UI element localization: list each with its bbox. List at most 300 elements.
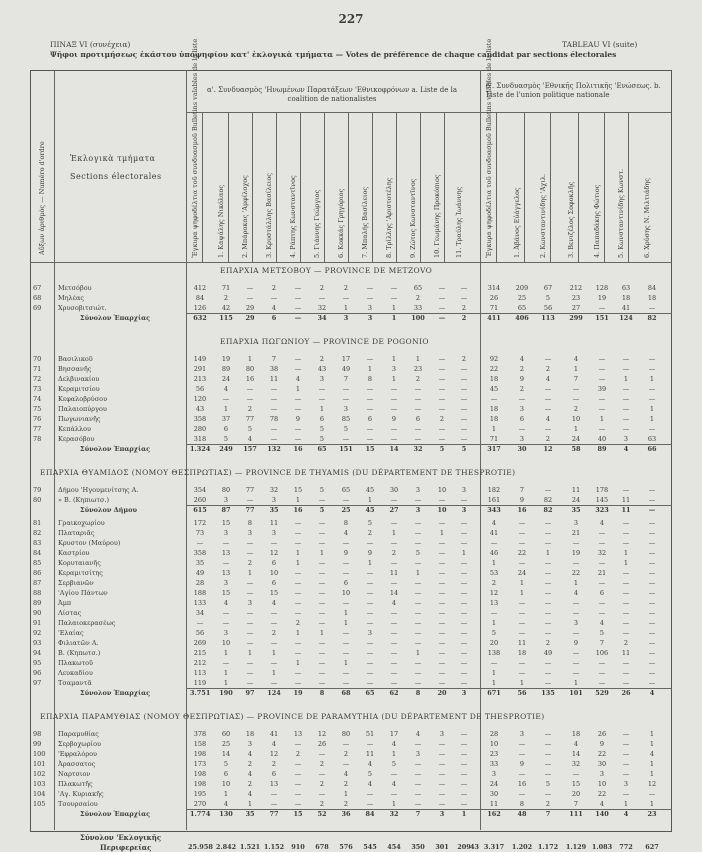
- row-number: 82: [33, 529, 42, 537]
- group-rule: [186, 112, 672, 113]
- cell-b: —: [598, 425, 606, 433]
- cell-b: 1: [573, 425, 579, 433]
- cell-a: 188: [193, 589, 207, 597]
- cell-b: 314: [487, 284, 501, 292]
- cell-a: —: [294, 519, 302, 527]
- cell-a: —: [460, 365, 468, 373]
- cell-a: 2: [343, 750, 349, 758]
- cell-a: —: [342, 385, 350, 393]
- cell-b: —: [598, 559, 606, 567]
- cell-a: 7: [271, 355, 277, 363]
- section-name: Μηλέας: [58, 294, 85, 302]
- row-number: 79: [33, 486, 42, 494]
- header-col-rule: [276, 112, 277, 262]
- cell-b: —: [622, 790, 630, 798]
- cell-b: 1: [649, 740, 655, 748]
- row-number: 90: [33, 609, 42, 617]
- cell-b: 2: [519, 365, 525, 373]
- cell-a: 19: [293, 689, 303, 697]
- row-number: 96: [33, 669, 42, 677]
- section-name: Μετσόβου: [58, 284, 92, 292]
- header-col-rule: [604, 112, 605, 262]
- cell-b: —: [544, 659, 552, 667]
- cell-b: —: [648, 569, 656, 577]
- cell-a: —: [460, 519, 468, 527]
- cell-a: 2: [271, 284, 277, 292]
- cell-a: —: [460, 425, 468, 433]
- cell-a: 6: [271, 559, 277, 567]
- row-number: 105: [33, 800, 46, 808]
- cell-a: 3: [223, 629, 229, 637]
- cell-a: 113: [193, 669, 207, 677]
- cell-a: —: [270, 539, 278, 547]
- cell-a: —: [460, 569, 468, 577]
- cell-a: —: [438, 790, 446, 798]
- cell-a: —: [246, 619, 254, 627]
- cell-b: —: [598, 365, 606, 373]
- grand-total-a: 209: [457, 843, 471, 851]
- cell-a: —: [460, 284, 468, 292]
- cell-b: 48: [517, 810, 527, 818]
- cell-a: —: [460, 649, 468, 657]
- column-header: 7. Μπαλής Βασίλειος: [361, 186, 369, 258]
- cell-a: 5: [439, 445, 445, 453]
- cell-a: 11: [365, 750, 375, 758]
- cell-a: —: [366, 579, 374, 587]
- cell-a: —: [438, 314, 446, 322]
- cell-a: —: [460, 559, 468, 567]
- cell-b: 26: [621, 689, 631, 697]
- cell-a: —: [294, 294, 302, 302]
- cell-a: 4: [391, 599, 397, 607]
- cell-b: 18: [517, 649, 527, 657]
- cell-b: 151: [595, 314, 609, 322]
- cell-a: 2: [415, 294, 421, 302]
- cell-a: 5: [319, 425, 325, 433]
- header-col-rule: [420, 112, 421, 262]
- cell-b: 30: [597, 760, 607, 768]
- cell-b: —: [572, 609, 580, 617]
- cell-b: —: [572, 629, 580, 637]
- cell-a: 354: [193, 486, 207, 494]
- cell-a: —: [390, 790, 398, 798]
- cell-a: —: [460, 395, 468, 403]
- cell-a: —: [342, 639, 350, 647]
- cell-b: —: [572, 395, 580, 403]
- cell-a: —: [294, 569, 302, 577]
- row-number: 70: [33, 355, 42, 363]
- cell-a: —: [294, 790, 302, 798]
- number-column-label: Αὔξων ἀριθμὸς — Numéro d'ordre: [38, 141, 46, 255]
- cell-b: —: [622, 619, 630, 627]
- cell-b: 1: [623, 800, 629, 808]
- cell-a: —: [438, 750, 446, 758]
- cell-b: 1: [491, 559, 497, 567]
- cell-a: 3: [271, 496, 277, 504]
- cell-a: —: [438, 569, 446, 577]
- cell-b: 16: [517, 780, 527, 788]
- cell-b: 22: [597, 790, 607, 798]
- cell-b: —: [544, 385, 552, 393]
- cell-a: —: [414, 800, 422, 808]
- cell-a: 4: [343, 770, 349, 778]
- cell-b: 35: [571, 506, 581, 514]
- cell-a: —: [366, 385, 374, 393]
- province-title: ΕΠΑΡΧΙΑ ΘΥΑΜΙΔΟΣ (ΝΟΜΟΥ ΘΕΣΠΡΩΤΙΑΣ) — PROVINCE DE THYAMIS (DU DÉPARTEMENT DE THESPROTIE): [40, 468, 516, 477]
- cell-a: —: [390, 619, 398, 627]
- cell-b: —: [648, 629, 656, 637]
- cell-a: 3: [223, 496, 229, 504]
- section-name: 'Αγίου Πάντων: [58, 589, 108, 597]
- cell-b: 1: [573, 365, 579, 373]
- cell-a: 9: [343, 549, 349, 557]
- column-header: 5. Κωνσταντινίδης Κωνστ.: [617, 168, 625, 258]
- cell-b: —: [572, 599, 580, 607]
- cell-b: 22: [489, 365, 499, 373]
- cell-a: —: [246, 496, 254, 504]
- cell-a: —: [438, 669, 446, 677]
- cell-a: 1: [343, 659, 349, 667]
- cell-a: —: [414, 790, 422, 798]
- cell-a: —: [438, 355, 446, 363]
- cell-a: 4: [367, 760, 373, 768]
- cell-a: 8: [319, 689, 325, 697]
- cell-b: 11: [571, 486, 581, 494]
- row-number: 103: [33, 780, 46, 788]
- cell-b: —: [622, 385, 630, 393]
- cell-b: —: [544, 619, 552, 627]
- section-name: Τσουρσαίου: [58, 800, 98, 808]
- cell-a: —: [294, 355, 302, 363]
- cell-a: —: [318, 569, 326, 577]
- cell-a: —: [460, 639, 468, 647]
- cell-a: 2: [247, 760, 253, 768]
- cell-a: 151: [339, 445, 353, 453]
- cell-a: —: [460, 740, 468, 748]
- cell-b: 138: [487, 649, 501, 657]
- cell-a: 1: [319, 549, 325, 557]
- cell-b: —: [648, 395, 656, 403]
- cell-a: —: [270, 659, 278, 667]
- cell-a: —: [460, 800, 468, 808]
- cell-a: —: [318, 589, 326, 597]
- grand-total-a: 301: [435, 843, 449, 851]
- cell-b: —: [622, 609, 630, 617]
- section-name: Γραικοχωρίου: [58, 519, 105, 527]
- cell-b: —: [544, 599, 552, 607]
- row-number: 89: [33, 599, 42, 607]
- cell-a: —: [438, 760, 446, 768]
- section-name: » Β. (Κηπιωτσ.): [58, 496, 109, 504]
- cell-a: —: [318, 559, 326, 567]
- cell-a: 4: [247, 750, 253, 758]
- cell-a: —: [318, 294, 326, 302]
- cell-a: 1: [391, 314, 397, 322]
- cell-b: —: [648, 539, 656, 547]
- cell-a: 38: [269, 365, 279, 373]
- header-col-rule: [550, 112, 551, 262]
- cell-a: 84: [195, 294, 205, 302]
- cell-b: 1: [519, 679, 525, 687]
- cell-a: —: [318, 519, 326, 527]
- cell-b: 1: [573, 579, 579, 587]
- cell-b: —: [490, 659, 498, 667]
- cell-a: 1: [271, 649, 277, 657]
- cell-a: 3: [247, 740, 253, 748]
- cell-a: —: [318, 669, 326, 677]
- cell-b: —: [598, 579, 606, 587]
- cell-b: 18: [489, 375, 499, 383]
- section-name: Καστρίου: [58, 549, 90, 557]
- cell-b: —: [648, 304, 656, 312]
- cell-a: 6: [271, 314, 277, 322]
- cell-b: —: [490, 395, 498, 403]
- cell-b: 671: [487, 689, 501, 697]
- cell-a: 13: [221, 549, 231, 557]
- cell-b: —: [598, 304, 606, 312]
- cell-a: —: [366, 649, 374, 657]
- cell-a: 158: [193, 740, 207, 748]
- cell-a: 11: [269, 519, 279, 527]
- cell-a: 9: [295, 415, 301, 423]
- cell-b: —: [572, 559, 580, 567]
- cell-b: 212: [569, 284, 583, 292]
- cell-a: 1: [247, 649, 253, 657]
- cell-a: —: [270, 679, 278, 687]
- cell-a: 32: [317, 304, 327, 312]
- cell-a: —: [246, 679, 254, 687]
- cell-a: —: [318, 385, 326, 393]
- cell-b: 113: [541, 314, 555, 322]
- cell-b: —: [518, 770, 526, 778]
- cell-a: 3: [343, 405, 349, 413]
- cell-a: —: [366, 539, 374, 547]
- cell-a: 3: [367, 314, 373, 322]
- cell-b: 7: [545, 810, 551, 818]
- column-header: Ἔγκυρα ψηφοδέλτια τοῦ συνδυασμοῦ Bulletins valables de la liste: [485, 38, 493, 258]
- cell-a: 15: [269, 589, 279, 597]
- column-header: 6. Κοκκάς Γρηγόριος: [337, 188, 345, 258]
- cell-b: 4: [519, 355, 525, 363]
- section-name: Χρυσοβιτσιώτ.: [58, 304, 107, 312]
- cell-a: 1: [271, 669, 277, 677]
- province-title: ΕΠΑΡΧΙΑ ΠΑΡΑΜΥΘΙΑΣ (ΝΟΜΟΥ ΘΕΣΠΡΩΤΙΑΣ) — PROVINCE DE PARAMYTHIA (DU DÉPARTEMENT DE THESPROTIE): [40, 712, 545, 721]
- cell-a: 1: [247, 355, 253, 363]
- cell-a: —: [390, 496, 398, 504]
- cell-a: 13: [221, 569, 231, 577]
- cell-a: —: [390, 639, 398, 647]
- cell-a: —: [438, 679, 446, 687]
- cell-a: —: [294, 314, 302, 322]
- cell-a: —: [390, 559, 398, 567]
- cell-b: 20: [571, 790, 581, 798]
- cell-a: —: [414, 395, 422, 403]
- section-name: Πλαταριᾶς: [58, 529, 95, 537]
- cell-b: 4: [649, 750, 655, 758]
- cell-b: 22: [571, 569, 581, 577]
- section-name: Κεπάλλου: [58, 425, 91, 433]
- cell-b: 6: [599, 589, 605, 597]
- cell-a: 358: [193, 415, 207, 423]
- cell-a: 8: [415, 689, 421, 697]
- cell-b: —: [648, 599, 656, 607]
- cell-a: —: [294, 760, 302, 768]
- cell-a: —: [270, 800, 278, 808]
- cell-b: 32: [597, 549, 607, 557]
- cell-b: —: [544, 629, 552, 637]
- cell-b: 16: [517, 506, 527, 514]
- cell-b: —: [598, 679, 606, 687]
- cell-b: 3: [573, 519, 579, 527]
- column-header: Ἔγκυρα ψηφοδέλτια τοῦ συνδυασμοῦ Bulletins valables de la liste: [191, 38, 199, 258]
- cell-b: —: [622, 415, 630, 423]
- cell-a: —: [294, 529, 302, 537]
- cell-a: 4: [415, 730, 421, 738]
- cell-b: 23: [647, 810, 657, 818]
- cell-b: —: [622, 730, 630, 738]
- cell-a: —: [460, 780, 468, 788]
- cell-a: —: [366, 609, 374, 617]
- cell-a: —: [270, 294, 278, 302]
- cell-a: —: [390, 435, 398, 443]
- cell-b: —: [648, 649, 656, 657]
- row-number: 76: [33, 415, 42, 423]
- cell-a: —: [246, 639, 254, 647]
- cell-a: 5: [391, 760, 397, 768]
- cell-a: 1: [295, 659, 301, 667]
- cell-b: 4: [573, 740, 579, 748]
- cell-a: 1.324: [190, 445, 211, 453]
- header-col-rule: [444, 112, 445, 262]
- grand-total-b: 3.317: [483, 843, 505, 851]
- cell-a: 9: [391, 415, 397, 423]
- cell-a: 6: [223, 425, 229, 433]
- section-name: Παλαιοπύργου: [58, 405, 107, 413]
- cell-a: 2: [271, 629, 277, 637]
- row-number: 95: [33, 659, 42, 667]
- cell-a: 1: [295, 549, 301, 557]
- cell-b: —: [622, 529, 630, 537]
- cell-a: —: [390, 284, 398, 292]
- cell-a: 13: [293, 730, 303, 738]
- grand-total-extra: 43: [470, 843, 480, 851]
- cell-a: 2: [223, 294, 229, 302]
- cell-a: —: [438, 496, 446, 504]
- cell-b: 30: [517, 445, 527, 453]
- cell-a: —: [390, 609, 398, 617]
- sections-label-gr: Ἐκλογικὰ τμήματα: [70, 154, 156, 163]
- cell-a: —: [246, 539, 254, 547]
- cell-b: —: [648, 589, 656, 597]
- cell-b: —: [544, 609, 552, 617]
- cell-a: —: [460, 629, 468, 637]
- cell-a: 5: [367, 519, 373, 527]
- row-number: 91: [33, 619, 42, 627]
- cell-a: 29: [245, 314, 255, 322]
- row-number: 84: [33, 549, 42, 557]
- row-number: 100: [33, 750, 46, 758]
- cell-a: —: [460, 659, 468, 667]
- cell-b: —: [490, 609, 498, 617]
- cell-b: 10: [571, 415, 581, 423]
- cell-a: —: [318, 599, 326, 607]
- cell-b: 2: [519, 385, 525, 393]
- cell-a: 73: [195, 529, 205, 537]
- cell-a: —: [414, 619, 422, 627]
- cell-a: —: [460, 529, 468, 537]
- cell-b: —: [622, 539, 630, 547]
- cell-a: —: [438, 619, 446, 627]
- column-header: 4. Ράπτης Κωνσταντῖνος: [289, 175, 297, 258]
- cell-b: 89: [597, 445, 607, 453]
- cell-b: 19: [597, 294, 607, 302]
- grand-total-b: 1.172: [537, 843, 559, 851]
- section-name: Σύνολον Ἐπαρχίας: [80, 810, 151, 818]
- cell-a: 14: [221, 750, 231, 758]
- cell-b: —: [622, 659, 630, 667]
- cell-a: 5: [319, 486, 325, 494]
- cell-b: —: [518, 519, 526, 527]
- cell-a: —: [438, 294, 446, 302]
- cell-a: —: [294, 599, 302, 607]
- cell-a: —: [318, 639, 326, 647]
- cell-a: —: [270, 395, 278, 403]
- cell-b: 1: [649, 770, 655, 778]
- cell-b: —: [518, 750, 526, 758]
- cell-a: 10: [221, 780, 231, 788]
- cell-b: —: [648, 385, 656, 393]
- cell-b: —: [598, 539, 606, 547]
- cell-a: 3: [223, 579, 229, 587]
- cell-b: 18: [647, 294, 657, 302]
- cell-a: 1: [367, 365, 373, 373]
- cell-b: —: [518, 669, 526, 677]
- section-name: Κερασόβου: [58, 435, 95, 443]
- cell-a: 1: [343, 609, 349, 617]
- cell-b: 161: [487, 496, 501, 504]
- cell-b: 58: [571, 445, 581, 453]
- cell-b: 26: [597, 730, 607, 738]
- cell-b: 9: [519, 496, 525, 504]
- cell-a: 2: [391, 549, 397, 557]
- column-header: 2. Κωνσταντινίδης 'Αχιλ.: [539, 173, 547, 258]
- cell-b: —: [648, 579, 656, 587]
- cell-a: —: [294, 579, 302, 587]
- cell-b: —: [598, 355, 606, 363]
- cell-b: 529: [595, 689, 609, 697]
- cell-b: —: [622, 669, 630, 677]
- cell-b: —: [648, 679, 656, 687]
- cell-a: —: [318, 649, 326, 657]
- cell-b: —: [622, 405, 630, 413]
- cell-b: 1: [649, 415, 655, 423]
- cell-a: 5: [367, 770, 373, 778]
- column-header: 10. Γεωμάνης Προκόπιος: [433, 174, 441, 258]
- cell-a: —: [414, 669, 422, 677]
- cell-a: 5: [223, 435, 229, 443]
- cell-b: 10: [597, 780, 607, 788]
- cell-b: —: [518, 740, 526, 748]
- cell-a: —: [366, 679, 374, 687]
- grand-total-a: 910: [291, 843, 305, 851]
- cell-a: 6: [367, 415, 373, 423]
- cell-a: —: [222, 559, 230, 567]
- header-col-rule: [202, 112, 203, 262]
- cell-b: —: [648, 506, 656, 514]
- cell-a: —: [414, 740, 422, 748]
- cell-a: —: [460, 375, 468, 383]
- cell-a: —: [438, 780, 446, 788]
